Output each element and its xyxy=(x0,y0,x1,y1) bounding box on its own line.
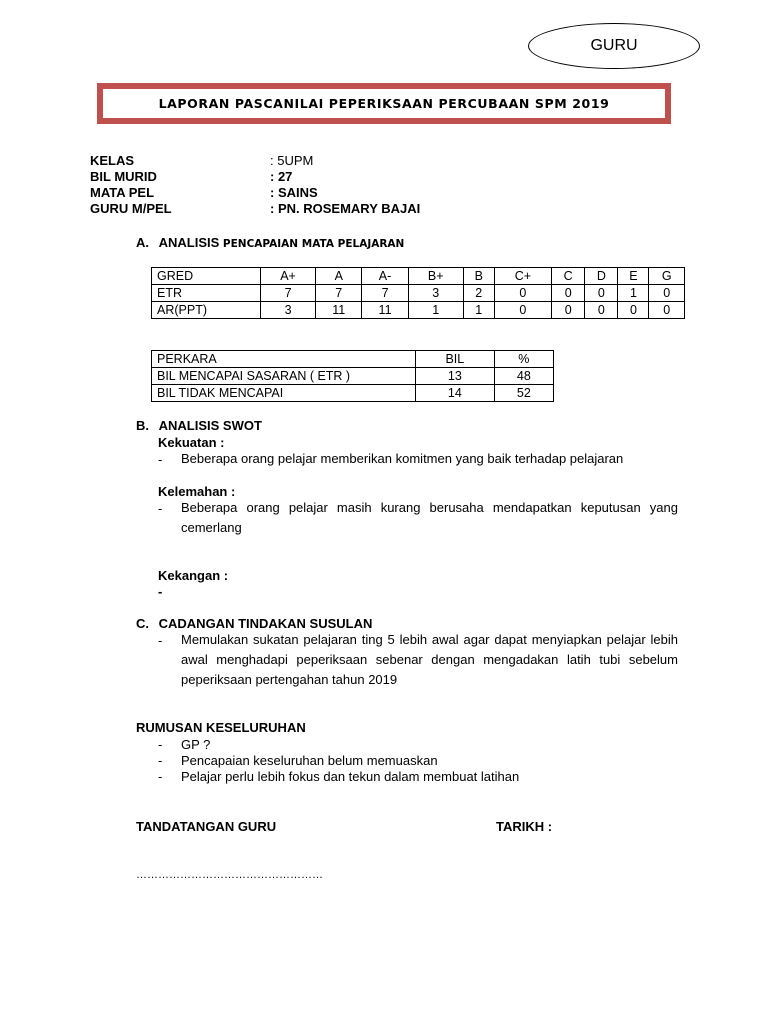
table-cell: BIL MENCAPAI SASARAN ( ETR ) xyxy=(152,368,416,385)
table-cell: 7 xyxy=(316,285,362,302)
table-row xyxy=(152,285,685,302)
section-b-title: ANALISIS SWOT xyxy=(158,418,262,433)
signature-label: TANDATANGAN GURU xyxy=(136,819,277,834)
section-c-letter: C. xyxy=(136,616,149,631)
table-cell: 1 xyxy=(618,285,649,302)
table-row xyxy=(152,268,685,285)
kekuatan-text: Beberapa orang pelajar memberikan komitmen yang baik terhadap pelajaran xyxy=(181,451,624,466)
table-cell: ETR xyxy=(152,285,261,302)
section-b-letter: B. xyxy=(136,418,149,433)
rumusan-heading: RUMUSAN KESELURUHAN xyxy=(136,720,306,735)
table-cell: G xyxy=(649,268,685,285)
table-cell: B xyxy=(463,268,494,285)
table-cell: BIL xyxy=(416,351,495,368)
table-cell: 11 xyxy=(316,302,362,319)
kelemahan-label: Kelemahan : xyxy=(158,484,236,499)
target-table xyxy=(151,350,554,402)
table-cell: 11 xyxy=(362,302,408,319)
bullet-dash: - xyxy=(158,769,163,784)
rumusan-item: Pelajar perlu lebih fokus dan tekun dalam membuat latihan xyxy=(181,769,520,784)
table-cell: 7 xyxy=(362,285,408,302)
table-cell: 13 xyxy=(416,368,495,385)
table-cell: A+ xyxy=(261,268,316,285)
table-cell: 0 xyxy=(494,302,551,319)
info-value-kelas: : 5UPM xyxy=(270,153,314,168)
table-cell: 0 xyxy=(649,302,685,319)
section-a-title-small: PENCAPAIAN MATA PELAJARAN xyxy=(222,238,405,250)
table-cell: B+ xyxy=(408,268,463,285)
section-c-heading xyxy=(136,616,372,631)
table-cell: PERKARA xyxy=(152,351,416,368)
table-cell: 0 xyxy=(552,285,585,302)
table-cell: 0 xyxy=(552,302,585,319)
bullet-dash: - xyxy=(158,737,163,752)
info-label-guru: GURU M/PEL xyxy=(90,201,172,216)
table-cell: BIL TIDAK MENCAPAI xyxy=(152,385,416,402)
table-cell: 0 xyxy=(618,302,649,319)
section-a-letter: A. xyxy=(136,235,149,250)
kekuatan-label: Kekuatan : xyxy=(158,435,225,450)
table-row xyxy=(152,302,685,319)
table-cell: D xyxy=(585,268,618,285)
table-cell: 3 xyxy=(261,302,316,319)
bullet-dash: - xyxy=(158,501,163,516)
table-cell: 0 xyxy=(585,285,618,302)
table-row xyxy=(152,368,554,385)
rumusan-item: Pencapaian keseluruhan belum memuaskan xyxy=(181,753,438,768)
table-cell: A- xyxy=(362,268,408,285)
bullet-dash: - xyxy=(158,452,163,467)
table-cell: AR(PPT) xyxy=(152,302,261,319)
report-title: LAPORAN PASCANILAI PEPERIKSAAN PERCUBAAN SPM 2019 xyxy=(158,96,610,111)
table-cell: C xyxy=(552,268,585,285)
info-value-guru: : PN. ROSEMARY BAJAI xyxy=(270,201,421,216)
table-cell: 3 xyxy=(408,285,463,302)
cadangan-text: Memulakan sukatan pelajaran ting 5 lebih awal agar dapat menyiapkan pelajar lebih awal menghadapi peperiksaan sebenar dengan mengadakan latih tubi sebelum peperiksaan pertengahan tahun 2019 xyxy=(181,632,678,687)
section-a-heading xyxy=(136,235,404,250)
table-cell: 0 xyxy=(494,285,551,302)
info-label-mata-pel: MATA PEL xyxy=(90,185,155,200)
table-cell: 2 xyxy=(463,285,494,302)
rumusan-item: GP ? xyxy=(181,737,211,752)
section-b-heading xyxy=(136,418,262,433)
table-cell: 1 xyxy=(408,302,463,319)
table-cell: 0 xyxy=(585,302,618,319)
section-c-title: CADANGAN TINDAKAN SUSULAN xyxy=(158,616,373,631)
kelemahan-text: Beberapa orang pelajar masih kurang berusaha mendapatkan keputusan yang cemerlang xyxy=(181,500,678,535)
role-oval xyxy=(528,23,700,69)
report-title-box xyxy=(97,83,671,124)
table-cell: C+ xyxy=(494,268,551,285)
table-cell: 14 xyxy=(416,385,495,402)
kekangan-value: - xyxy=(158,584,163,599)
table-row xyxy=(152,351,554,368)
grade-table xyxy=(151,267,685,319)
table-cell: % xyxy=(494,351,553,368)
role-label: GURU xyxy=(590,37,638,54)
table-cell: 48 xyxy=(494,368,553,385)
date-label: TARIKH : xyxy=(496,819,553,834)
info-value-bil-murid: : 27 xyxy=(270,169,293,184)
table-cell: GRED xyxy=(152,268,261,285)
table-cell: E xyxy=(618,268,649,285)
bullet-dash: - xyxy=(158,633,163,648)
info-label-kelas: KELAS xyxy=(90,153,135,168)
info-label-bil-murid: BIL MURID xyxy=(90,169,157,184)
table-cell: 0 xyxy=(649,285,685,302)
table-cell: A xyxy=(316,268,362,285)
info-value-mata-pel: : SAINS xyxy=(270,185,318,200)
kekangan-label: Kekangan : xyxy=(158,568,229,583)
section-a-title-bold: ANALISIS xyxy=(158,235,220,250)
table-row xyxy=(152,385,554,402)
table-cell: 1 xyxy=(463,302,494,319)
table-cell: 7 xyxy=(261,285,316,302)
table-cell: 52 xyxy=(494,385,553,402)
bullet-dash: - xyxy=(158,753,163,768)
signature-line: …………………………………………… xyxy=(136,869,323,881)
